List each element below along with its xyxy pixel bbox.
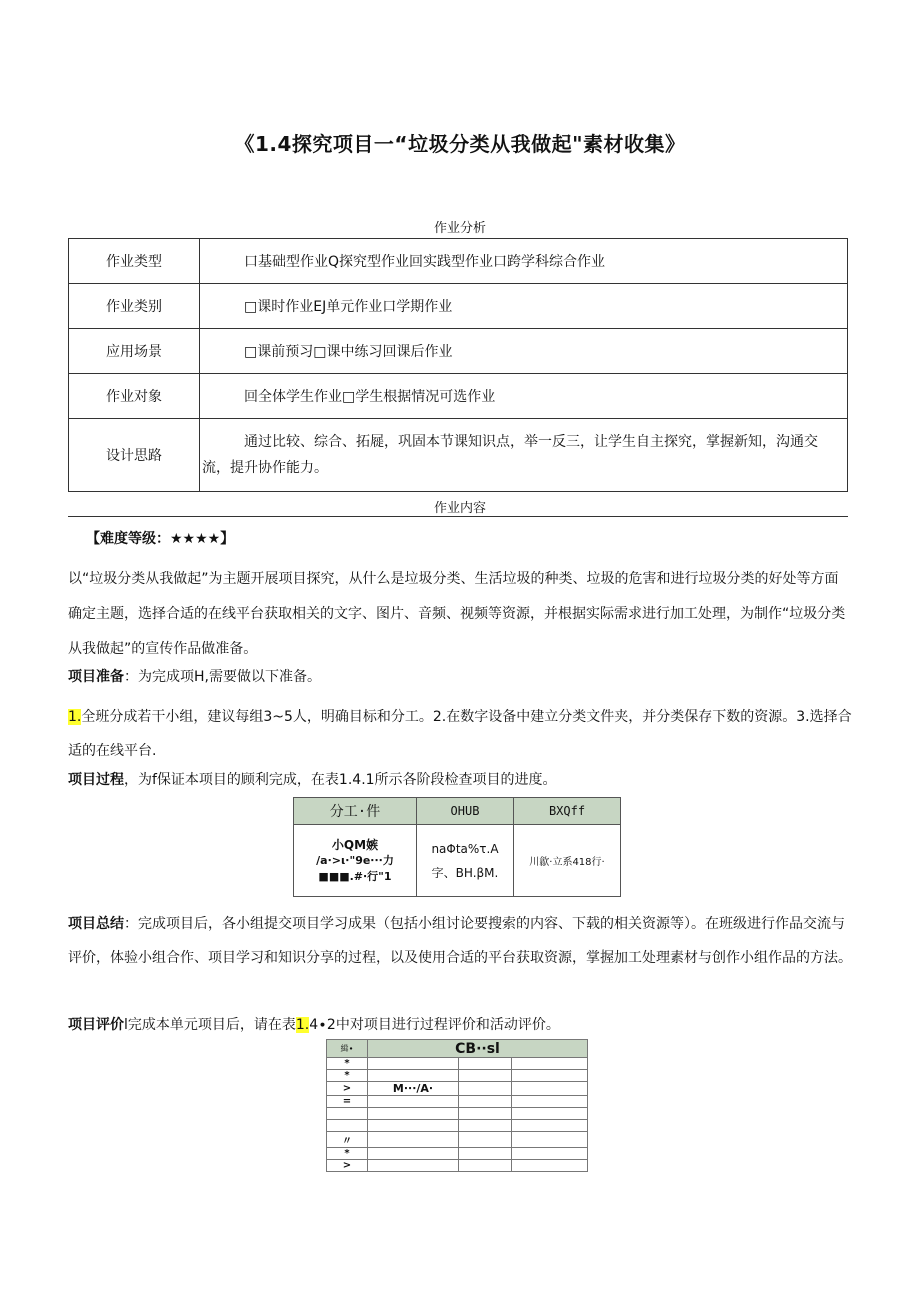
process-paragraph [68, 770, 852, 790]
analysis-key: 作业类别 [69, 284, 200, 329]
evaluation-row [327, 1108, 588, 1120]
evaluation-highlight: 1. [295, 1017, 310, 1033]
progress-cell: naΦta%τ.A 字、BH.βM. [417, 825, 514, 897]
progress-header-cell: OHUB [417, 798, 514, 825]
evaluation-table [326, 1039, 588, 1172]
steps-text: 全班分成若干小组，建议每组3~5人，明确目标和分工。2.在数字设备中建立分类文件夹，并分类保存下数的资源。3.选择合适的在线平台. [68, 709, 852, 759]
summary-text: ：完成项目后，各小组提交项目学习成果（包括小组讨论要搜索的内容、下载的相关资源等）。在班级进行作品交流与评价，体验小组合作、项目学习和知识分享的过程，以及使用合适的平台获取资源，掌握加工处理素材与创作小组作品的方法。 [68, 916, 852, 966]
progress-header-cell: 分工·件 [294, 798, 417, 825]
evaluation-row [327, 1120, 588, 1132]
evaluation-text-end: 4∙2中对项目进行过程评价和活动评价。 [309, 1017, 560, 1033]
progress-table-row [294, 825, 621, 897]
analysis-key: 设计思路 [69, 419, 200, 492]
evaluation-paragraph [68, 1015, 852, 1035]
evaluation-text: l完成本单元项目后，请在表 [124, 1017, 296, 1033]
analysis-row [69, 329, 848, 374]
evaluation-header-cell: 緝∙ [327, 1040, 368, 1058]
evaluation-row: > M∙∙∙/A∙ [327, 1082, 588, 1096]
evaluation-row: * [327, 1058, 588, 1070]
evaluation-row: * [327, 1070, 588, 1082]
progress-table [293, 797, 621, 897]
page-title: 《1.4探究项目一“垃圾分类从我做起"素材收集》 [234, 132, 686, 156]
analysis-value: 口基础型作业Q探究型作业回实践型作业口跨学科综合作业 [200, 239, 848, 284]
evaluation-row: > [327, 1160, 588, 1172]
difficulty-level: 【难度等级：★★★★】 [86, 531, 235, 547]
analysis-row [69, 419, 848, 492]
section-divider [68, 516, 848, 517]
prep-lead: 项目准备 [68, 669, 124, 685]
evaluation-table-header [327, 1040, 588, 1058]
prep-text: ：为完成项H,需要做以下准备。 [124, 669, 321, 685]
analysis-value [200, 419, 848, 492]
evaluation-mid-text: M∙∙∙/A∙ [368, 1082, 459, 1096]
progress-table-header [294, 798, 621, 825]
evaluation-lead: 项目评价 [68, 1017, 124, 1033]
analysis-key: 作业类型 [69, 239, 200, 284]
analysis-label: 作业分析 [433, 221, 486, 236]
analysis-key: 作业对象 [69, 374, 200, 419]
summary-paragraph [68, 907, 852, 975]
progress-header-cell: BXQff [514, 798, 621, 825]
summary-lead: 项目总结 [68, 916, 124, 932]
evaluation-header-cell: CB∙∙sl [368, 1040, 588, 1058]
progress-cell: 小QM嫉 ∕a∙>ι∙"9e∙∙∙力 ■■■.#∙行"1 [294, 825, 417, 897]
intro-paragraph: 以“垃圾分类从我做起”为主题开展项目探究，从什么是垃圾分类、生活垃圾的种类、垃圾的危害和进行垃圾分类的好处等方面确定主题，选择合适的在线平台获取相关的文字、图片、音频、视频等资源，并根据实际需求进行加工处理，为制作“垃圾分类从我做起”的宣传作品做准备。 [68, 571, 846, 657]
progress-cell: 川歙·立系418行· [514, 825, 621, 897]
evaluation-row: * [327, 1148, 588, 1160]
design-thinking-text: 通过比较、综合、拓屣，巩固本节课知识点，举一反三，让学生自主探究，掌握新知，沟通交流，提升协作能力。 [202, 434, 818, 476]
analysis-key: 应用场景 [69, 329, 200, 374]
content-label: 作业内容 [433, 501, 486, 516]
evaluation-row: = [327, 1096, 588, 1108]
steps-paragraph [68, 700, 852, 768]
analysis-value: 回全体学生作业□学生根据情况可选作业 [200, 374, 848, 419]
analysis-row [69, 284, 848, 329]
evaluation-row: 〃 [327, 1132, 588, 1148]
analysis-table [68, 238, 848, 492]
prep-paragraph [68, 667, 852, 687]
analysis-row [69, 374, 848, 419]
analysis-value: □课时作业EJ单元作业口学期作业 [200, 284, 848, 329]
analysis-row [69, 239, 848, 284]
steps-number: 1. [68, 709, 82, 725]
analysis-value: □课前预习□课中练习回课后作业 [200, 329, 848, 374]
process-text: ，为f保证本项目的顾利完成，在表1.4.1所示各阶段检查项目的进度。 [124, 772, 557, 788]
process-lead: 项目过程 [68, 772, 124, 788]
